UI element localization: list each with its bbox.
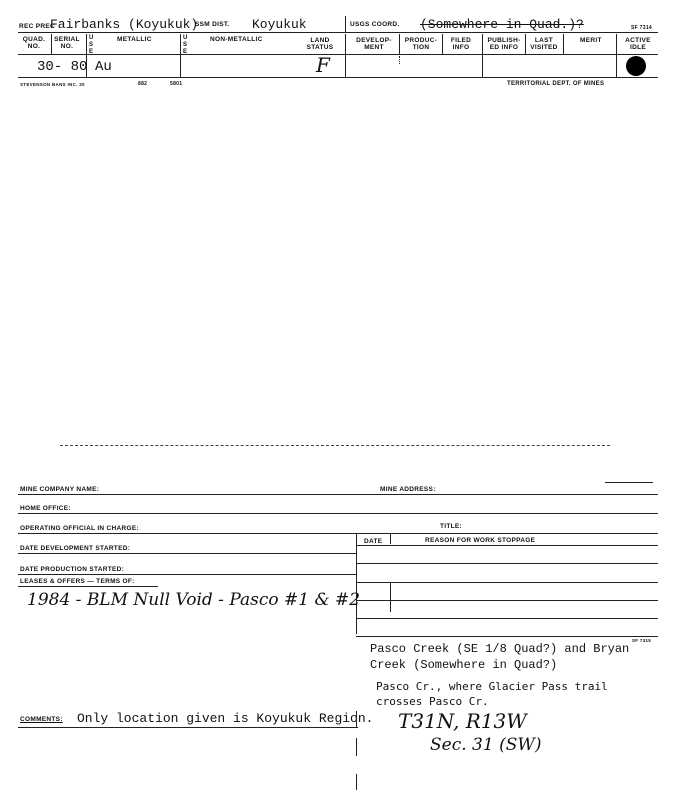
ssm-dist-value: Koyukuk <box>252 17 307 32</box>
printer-code-1: 882 <box>138 81 148 87</box>
mine-address-label: MINE ADDRESS: <box>380 486 436 493</box>
pasco-creek-text: Pasco Creek (SE 1/8 Quad?) and Bryan Creek (Somewhere in Quad?) <box>370 642 630 672</box>
operating-official-label: OPERATING OFFICIAL IN CHARGE: <box>20 525 139 532</box>
active-idle-marker <box>626 56 646 76</box>
rec-prec-label: REC PREC <box>19 23 55 30</box>
printer-code-2: 5801 <box>170 81 183 87</box>
date-development-label: DATE DEVELOPMENT STARTED: <box>20 545 131 552</box>
rec-prec-value: Fairbanks (Koyukuk) <box>50 17 199 32</box>
date-label: DATE <box>364 538 383 545</box>
col-quad-no: QUAD. NO. <box>22 36 46 50</box>
metallic-value: Au <box>95 59 112 75</box>
col-development: DEVELOP- MENT <box>356 37 392 51</box>
col-use-2: U S E <box>183 35 188 55</box>
col-land-status: LAND STATUS <box>306 37 334 51</box>
land-status-value: F <box>316 53 330 77</box>
usgs-coord-value: (Somewhere in Quad.)? <box>420 17 584 32</box>
col-last-visited: LAST VISITED <box>530 37 558 51</box>
col-active-idle: ACTIVE IDLE <box>625 37 651 51</box>
col-use-1: U S E <box>89 35 94 55</box>
township-handwritten: T31N, R13W <box>398 709 527 733</box>
home-office-label: HOME OFFICE: <box>20 505 71 512</box>
date-production-label: DATE PRODUCTION STARTED: <box>20 566 125 573</box>
col-published-info: PUBLISH- ED INFO <box>487 37 521 51</box>
pasco-cr-text: Pasco Cr., where Glacier Pass trail crosses Pasco Cr. <box>376 680 608 708</box>
section-handwritten: Sec. 31 (SW) <box>430 735 542 755</box>
col-serial-no: SERIAL NO. <box>54 36 80 50</box>
printer-line: STEVENSON BANS INC. 20 <box>20 82 85 87</box>
col-filed-info: FILED INFO <box>450 37 472 51</box>
reason-label: REASON FOR WORK STOPPAGE <box>425 537 536 544</box>
dept-label: TERRITORIAL DEPT. OF MINES <box>507 81 605 87</box>
ssm-dist-label: SSM DIST. <box>195 21 230 28</box>
leases-handwritten: 1984 - BLM Null Void - Pasco #1 & #2 <box>27 590 361 610</box>
title-label: TITLE: <box>440 523 463 530</box>
quad-serial-value: 30- 80 <box>37 59 88 75</box>
col-metallic: METALLIC <box>117 36 152 43</box>
leases-label: LEASES & OFFERS — TERMS OF: <box>20 578 135 585</box>
form-number-2: SF 7315 <box>632 638 652 643</box>
mine-company-label: MINE COMPANY NAME: <box>20 486 100 493</box>
col-production: PRODUC- TION <box>404 37 438 51</box>
col-merit: MERIT <box>580 37 602 44</box>
usgs-coord-label: USGS COORD. <box>350 21 400 28</box>
form-number: SF 7314 <box>631 25 653 31</box>
col-non-metallic: NON-METALLIC <box>210 36 263 43</box>
comments-label: COMMENTS: <box>20 716 63 723</box>
comments-value: Only location given is Koyukuk Region. <box>77 711 374 726</box>
